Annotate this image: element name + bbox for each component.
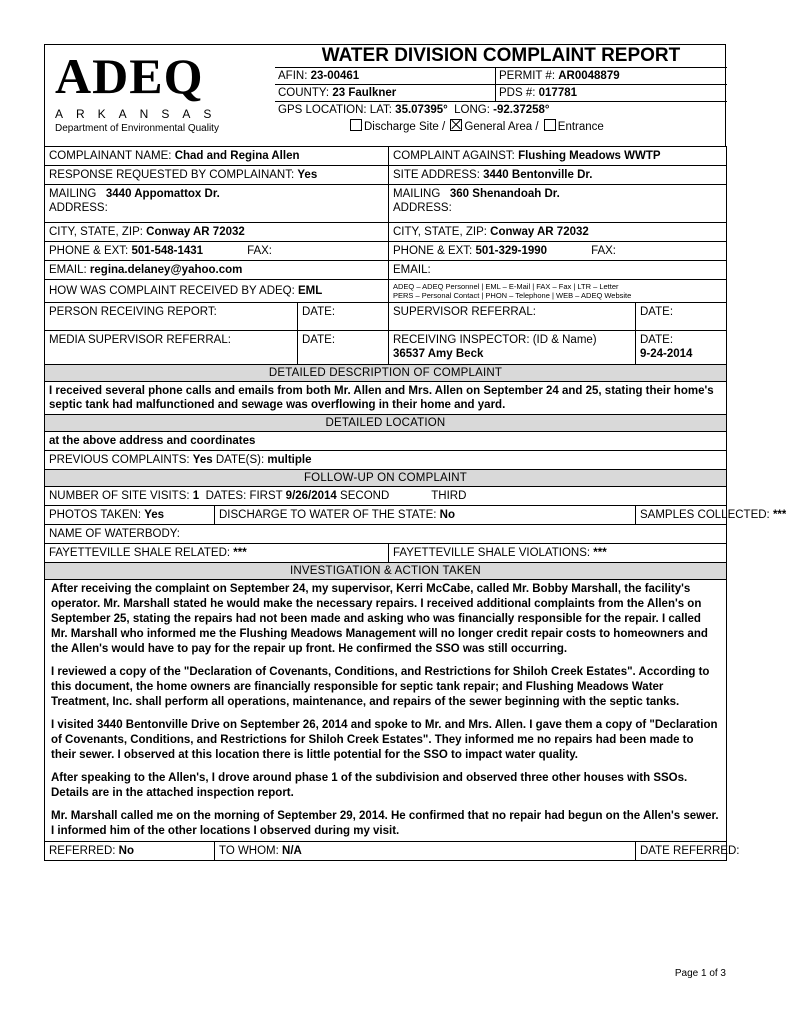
- method-legend: ADEQ – ADEQ Personnel | EML – E-Mail | FAX – Fax | LTR – Letter PERS – Personal Contact | PHON – Telephone | WEB – ADEQ Website: [389, 280, 727, 303]
- complaint-against: COMPLAINT AGAINST: Flushing Meadows WWTP: [389, 147, 727, 166]
- photos-taken: PHOTOS TAKEN: Yes: [45, 506, 215, 525]
- location-type-options: Discharge Site / General Area / Entrance: [345, 118, 607, 135]
- supervisor-referral-date: DATE:: [636, 303, 727, 331]
- inspector-date: DATE: 9-24-2014: [636, 331, 727, 365]
- media-referral-date: DATE:: [298, 331, 389, 365]
- complaint-description: I received several phone calls and emails from both Mr. Allen and Mrs. Allen on September 24 and 25, stating their home's septic tank had malfunctioned and sewage was overflowing in their home and yard.: [45, 382, 727, 415]
- against-email: EMAIL:: [389, 261, 727, 280]
- general-area-checkbox[interactable]: [450, 119, 462, 131]
- investigation-paragraph: Mr. Marshall called me on the morning of September 29, 2014. He confirmed that no repair had begun on the Allen's sewer. I informed him of the other locations I observed during my visit.: [51, 810, 719, 837]
- against-phone: PHONE & EXT: 501-329-1990 FAX:: [389, 242, 727, 261]
- location-heading: DETAILED LOCATION: [45, 415, 727, 432]
- referred: REFERRED: No: [45, 842, 215, 861]
- investigation-heading: INVESTIGATION & ACTION TAKEN: [45, 563, 727, 580]
- shale-related: FAYETTEVILLE SHALE RELATED: ***: [45, 544, 389, 563]
- complainant-mailing-address: MAILING 3440 Appomattox Dr. ADDRESS:: [45, 185, 389, 223]
- description-heading: DETAILED DESCRIPTION OF COMPLAINT: [45, 365, 727, 382]
- shale-violations: FAYETTEVILLE SHALE VIOLATIONS: ***: [389, 544, 727, 563]
- person-receiving-date: DATE:: [298, 303, 389, 331]
- site-address: SITE ADDRESS: 3440 Bentonville Dr.: [389, 166, 727, 185]
- samples-collected: SAMPLES COLLECTED: ***: [636, 506, 727, 525]
- referred-to-whom: TO WHOM: N/A: [215, 842, 636, 861]
- pds-field: PDS #: 017781: [499, 87, 578, 99]
- investigation-narrative: [45, 580, 727, 842]
- entrance-checkbox[interactable]: [544, 119, 556, 131]
- logo-wordmark: ADEQ: [55, 48, 204, 104]
- investigation-paragraph: After receiving the complaint on September 24, my supervisor, Kerri McCabe, called Mr. Bobby Marshall, the facility's operator. Mr. Marshall stated he would make the necessary repairs. I received additional complaints from the Allen's on September 25, stating the repairs had not been made and asking who was financially responsible for the repair. I called Mr. Marshall who informed me the Flushing Meadows Management will no longer credit repair costs to homeowners and the Allen's would have to pay for the repair up front. He confirmed the SSO was still occurring.: [51, 583, 708, 655]
- against-mailing-address: MAILING 360 Shenandoah Dr. ADDRESS:: [389, 185, 727, 223]
- adeq-logo: [55, 48, 271, 134]
- receiving-inspector: RECEIVING INSPECTOR: (ID & Name) 36537 Amy Beck: [389, 331, 636, 365]
- complaint-report-page: [44, 44, 786, 861]
- complainant-email: EMAIL: regina.delaney@yahoo.com: [45, 261, 389, 280]
- page-number: Page 1 of 3: [674, 968, 726, 979]
- permit-field: PERMIT #: AR0048879: [499, 70, 620, 82]
- response-requested: RESPONSE REQUESTED BY COMPLAINANT: Yes: [45, 166, 389, 185]
- investigation-paragraph: I reviewed a copy of the "Declaration of Covenants, Conditions, and Restrictions for Shiloh Creek Estates". According to this document, the home owners are financially responsible for septic tank repair; and Flushing Meadows Water Treatment, Inc. shall perform all operations, maintenance, and repairs of the sewer beginning with the septic tanks.: [51, 666, 710, 708]
- complainant-city-state-zip: CITY, STATE, ZIP: Conway AR 72032: [45, 223, 389, 242]
- discharge-to-water: DISCHARGE TO WATER OF THE STATE: No: [215, 506, 636, 525]
- waterbody-name: NAME OF WATERBODY:: [45, 525, 727, 544]
- media-supervisor-referral: MEDIA SUPERVISOR REFERRAL:: [45, 331, 298, 365]
- how-received: HOW WAS COMPLAINT RECEIVED BY ADEQ: EML: [45, 280, 389, 303]
- detailed-location: at the above address and coordinates: [45, 432, 727, 451]
- investigation-paragraph: After speaking to the Allen's, I drove around phase 1 of the subdivision and observed three other houses with SSOs. Details are in the attached inspection report.: [51, 772, 688, 799]
- discharge-site-checkbox[interactable]: [350, 119, 362, 131]
- person-receiving-report: PERSON RECEIVING REPORT:: [45, 303, 298, 331]
- complainant-phone: PHONE & EXT: 501-548-1431 FAX:: [45, 242, 389, 261]
- gps-location: GPS LOCATION: LAT: 35.07395° LONG: -92.37258°: [278, 104, 550, 116]
- investigation-paragraph: I visited 3440 Bentonville Drive on September 26, 2014 and spoke to Mr. and Mrs. Allen. I gave them a copy of "Declaration of Covenants, Conditions, and Restrictions for Shiloh Creek Estates". They informed me no repairs had been made to their sewer. I observed at this location there is little potential for the SSO to impact water quality.: [51, 719, 718, 761]
- logo-department: Department of Environmental Quality: [55, 123, 219, 134]
- header-info: [275, 45, 727, 135]
- county-field: COUNTY: 23 Faulkner: [275, 85, 496, 101]
- logo-state: ARKANSAS: [55, 107, 225, 121]
- afin-field: AFIN: 23-00461: [275, 68, 496, 84]
- report-header: [44, 44, 726, 146]
- site-visits: NUMBER OF SITE VISITS: 1 DATES: FIRST 9/26/2014 SECOND THIRD: [45, 487, 727, 506]
- supervisor-referral: SUPERVISOR REFERRAL:: [389, 303, 636, 331]
- previous-complaints: PREVIOUS COMPLAINTS: Yes DATE(S): multiple: [45, 451, 727, 470]
- complainant-name: COMPLAINANT NAME: Chad and Regina Allen: [45, 147, 389, 166]
- against-city-state-zip: CITY, STATE, ZIP: Conway AR 72032: [389, 223, 727, 242]
- complaint-form-table: [44, 146, 786, 861]
- followup-heading: FOLLOW-UP ON COMPLAINT: [45, 470, 727, 487]
- page-title: WATER DIVISION COMPLAINT REPORT: [275, 45, 727, 68]
- date-referred: DATE REFERRED:: [636, 842, 727, 861]
